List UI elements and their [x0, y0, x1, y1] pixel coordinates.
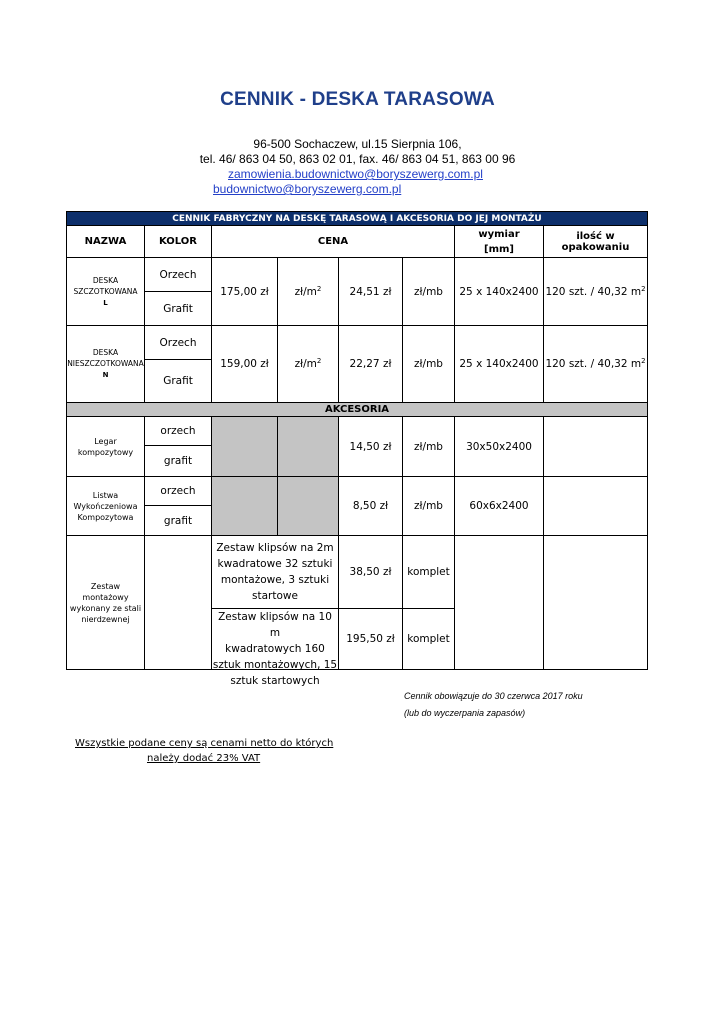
- product-variant: N: [102, 371, 109, 379]
- price-cell: 38,50 zł: [339, 536, 403, 609]
- kit-description: kwadratowe 32 sztuki: [217, 558, 333, 570]
- kit-description: sztuk montażowych, 15: [212, 659, 338, 671]
- accessory-name-cell: [67, 417, 145, 477]
- kit-name: wykonany ze stali: [69, 603, 142, 613]
- product-name-cell: [67, 326, 145, 403]
- empty-gray-cell: [278, 417, 339, 477]
- price-m2-cell: 159,00 zł: [212, 326, 278, 403]
- unit-m2-cell: [278, 326, 339, 403]
- table-row: [67, 536, 648, 609]
- accessories-header-row: [67, 403, 648, 417]
- unit-mb-cell: zł/mb: [403, 326, 455, 403]
- page-title: CENNIK - DESKA TARASOWA: [220, 89, 495, 110]
- vat-note: Wszystkie podane ceny są cenami netto do których: [75, 738, 334, 749]
- validity-note-sub: (lub do wyczerpania zapasów): [404, 708, 526, 718]
- accessory-name-cell: [67, 477, 145, 536]
- color-cell: orzech: [145, 417, 212, 446]
- column-header-name: NAZWA: [67, 226, 145, 258]
- table-row: [67, 417, 648, 446]
- price-m2-cell: 175,00 zł: [212, 258, 278, 326]
- phone-fax-line: tel. 46/ 863 04 50, 863 02 01, fax. 46/ 863 04 51, 863 00 96: [199, 152, 516, 166]
- quantity-cell: [544, 417, 648, 477]
- accessory-name: Listwa: [92, 490, 119, 500]
- kit-description-cell: [212, 609, 339, 687]
- vat-note-sub: należy dodać 23% VAT: [147, 753, 261, 764]
- price-cell: 8,50 zł: [339, 477, 403, 536]
- kit-description: sztuk startowych: [230, 675, 320, 687]
- dimension-cell: 25 x 140x2400: [455, 258, 544, 326]
- unit-m2-cell: [278, 258, 339, 326]
- unit-cell: komplet: [403, 609, 455, 670]
- kit-description: Zestaw klipsów na 2m: [216, 542, 334, 554]
- accessory-name: Legar: [94, 436, 117, 446]
- table-row: [67, 477, 648, 506]
- empty-color-cell: [145, 536, 212, 670]
- quantity-cell: [544, 258, 648, 326]
- product-name: NIESZCZOTKOWANA: [67, 359, 144, 368]
- kit-description: Zestaw klipsów na 10 m: [218, 611, 332, 639]
- quantity-cell: [544, 477, 648, 536]
- column-header-dimension: [455, 226, 544, 258]
- color-cell: orzech: [145, 477, 212, 506]
- unit-superscript: 2: [316, 357, 322, 365]
- quantity-superscript: 2: [641, 357, 646, 365]
- validity-note: Cennik obowiązuje do 30 czerwca 2017 roku: [404, 691, 583, 701]
- kit-description: kwadratowych 160: [225, 643, 325, 655]
- table-row: [67, 326, 648, 360]
- color-cell: grafit: [145, 446, 212, 477]
- dimension-unit: [mm]: [484, 243, 514, 255]
- dimension-cell: [455, 536, 544, 670]
- unit-cell: zł/mb: [403, 417, 455, 477]
- unit-cell: komplet: [403, 536, 455, 609]
- price-cell: 195,50 zł: [339, 609, 403, 670]
- accessory-name: Wykończeniowa: [73, 501, 138, 511]
- kit-name: Zestaw: [90, 581, 121, 591]
- kit-name-cell: [67, 536, 145, 670]
- unit-text: zł/m: [294, 358, 317, 370]
- dimension-label: wymiar: [478, 228, 520, 240]
- kit-description: montażowe, 3 sztuki: [220, 574, 330, 586]
- color-cell: grafit: [145, 506, 212, 536]
- price-mb-cell: 22,27 zł: [339, 326, 403, 403]
- color-cell: Orzech: [145, 258, 212, 292]
- kit-description-cell: [212, 536, 339, 609]
- quantity-text: 120 szt. / 40,32 m: [545, 358, 642, 370]
- empty-gray-cell: [212, 417, 278, 477]
- general-email-link[interactable]: budownictwo@boryszewerg.com.pl: [213, 182, 402, 196]
- accessories-header: AKCESORIA: [67, 403, 648, 417]
- column-header-price: CENA: [212, 226, 455, 258]
- accessory-name: kompozytowy: [77, 447, 134, 457]
- product-name: DESKA: [92, 348, 119, 357]
- empty-gray-cell: [212, 477, 278, 536]
- product-name: SZCZOTKOWANA: [73, 286, 138, 296]
- unit-cell: zł/mb: [403, 477, 455, 536]
- kit-description-clip: [212, 609, 338, 687]
- address-line: 96-500 Sochaczew, ul.15 Sierpnia 106,: [253, 137, 462, 151]
- price-mb-cell: 24,51 zł: [339, 258, 403, 326]
- dimension-cell: 30x50x2400: [455, 417, 544, 477]
- kit-name: montażowy: [82, 592, 129, 602]
- column-header-color: KOLOR: [145, 226, 212, 258]
- color-cell: Grafit: [145, 292, 212, 326]
- price-cell: 14,50 zł: [339, 417, 403, 477]
- product-name-cell: [67, 258, 145, 326]
- dimension-cell: 25 x 140x2400: [455, 326, 544, 403]
- orders-email-link[interactable]: zamowienia.budownictwo@boryszewerg.com.pl: [228, 167, 483, 181]
- kit-description: startowe: [252, 590, 298, 602]
- unit-text: zł/m: [294, 285, 317, 298]
- table-banner: CENNIK FABRYCZNY NA DESKĘ TARASOWĄ I AKCESORIA DO JEJ MONTAŻU: [67, 212, 648, 226]
- kit-name: nierdzewnej: [81, 614, 130, 624]
- unit-mb-cell: zł/mb: [403, 258, 455, 326]
- column-header-row: [67, 226, 648, 258]
- quantity-text: 120 szt. / 40,32 m: [545, 285, 642, 298]
- unit-superscript: 2: [316, 284, 322, 293]
- quantity-cell: [544, 326, 648, 403]
- column-header-quantity: ilość w opakowaniu: [544, 226, 648, 258]
- dimension-cell: 60x6x2400: [455, 477, 544, 536]
- color-cell: Grafit: [145, 360, 212, 403]
- quantity-superscript: 2: [641, 284, 646, 293]
- product-name: DESKA: [92, 275, 119, 285]
- price-table: [66, 211, 648, 687]
- table-banner-row: [67, 212, 648, 226]
- accessory-name: Kompozytowa: [77, 512, 134, 522]
- product-variant: L: [103, 298, 108, 307]
- color-cell: Orzech: [145, 326, 212, 360]
- quantity-cell: [544, 536, 648, 670]
- table-row: [67, 258, 648, 292]
- empty-gray-cell: [278, 477, 339, 536]
